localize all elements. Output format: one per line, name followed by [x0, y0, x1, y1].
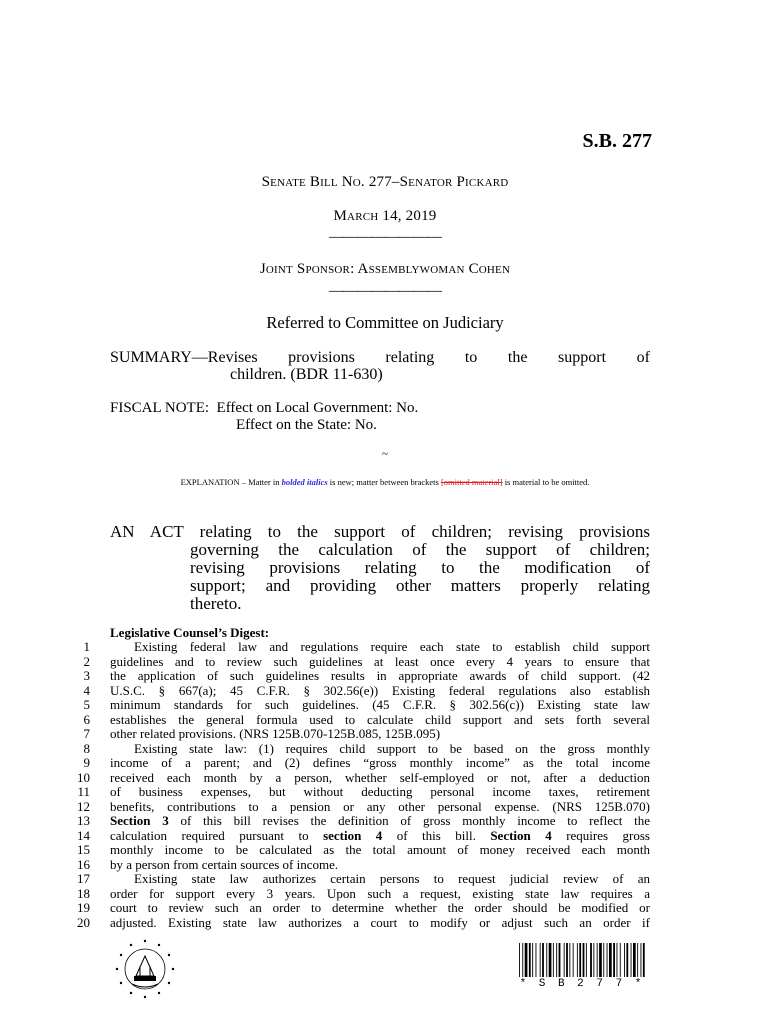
line-number: 9: [83, 755, 90, 770]
line-number: 18: [77, 885, 90, 901]
barcode-text: * S B 2 7 7 *: [519, 978, 645, 990]
line-number: 12: [77, 798, 90, 814]
explanation-part-2: is new; matter between brackets: [327, 477, 441, 487]
divider-rule: ————————: [329, 283, 441, 299]
divider-rule: ————————: [329, 229, 441, 245]
summary-word: the: [507, 349, 528, 366]
digest-line: [83, 711, 650, 728]
digest-line-text: Existing state law authorizes certain persons to request judicial review of an: [134, 872, 650, 886]
joint-sponsor: Joint Sponsor: Assemblywoman Cohen: [259, 261, 511, 277]
explanation-part-1: EXPLANATION – Matter in: [180, 477, 282, 487]
digest-line: [83, 726, 650, 742]
digest-line: [77, 813, 650, 829]
act-line: revising provisions relating to the modification of: [190, 558, 650, 577]
line-number: 17: [77, 871, 90, 886]
fiscal-note-line-2: Effect on the State: No.: [236, 417, 377, 433]
line-number: 3: [83, 668, 90, 683]
bill-title: Senate Bill No. 277–Senator Pickard: [261, 174, 509, 190]
tilde-separator: ~: [382, 448, 388, 460]
line-number: 5: [83, 697, 90, 712]
digest-line-text: Existing federal law and regulations require each state to establish child support: [134, 640, 650, 654]
summary-line-2: children. (BDR 11-630): [230, 366, 383, 383]
digest-line-text: benefits, contributions to a pension or any other personal expense. (NRS 125B.070): [110, 799, 650, 814]
line-number: 10: [77, 769, 90, 785]
act-line: AN ACT relating to the support of children; revising provisions: [110, 522, 650, 541]
summary-word: relating: [385, 349, 435, 366]
digest-body: [77, 639, 650, 930]
digest-line: [83, 668, 650, 684]
bill-date: March 14, 2019: [333, 208, 437, 224]
digest-line-text: adjusted. Existing state law authorizes a court to modify or adjust such an order if: [110, 915, 650, 930]
barcode-icon: [517, 943, 647, 977]
digest-line-text: received each month by a person, whether self-employed or not, after a deduction: [110, 770, 650, 785]
explanation-bold-italic: bolded italics: [281, 477, 328, 487]
digest-line: [77, 871, 650, 887]
line-number: 16: [77, 856, 90, 872]
act-line: support; and providing other matters properly relating: [190, 576, 650, 595]
digest-title: Legislative Counsel’s Digest:: [110, 625, 270, 640]
digest-line-text: establishes the general formula used to calculate child support and sets forth several: [110, 712, 650, 727]
digest-line: [83, 740, 650, 757]
line-number: 19: [77, 900, 90, 915]
digest-line: [83, 682, 650, 699]
line-number: 11: [77, 784, 90, 799]
digest-line-text: monthly income to be calculated as the total amount of money received each month: [110, 843, 650, 857]
digest-line-text: Existing state law: (1) requires child support to be based on the gross monthly: [134, 741, 650, 756]
digest-line-text: minimum standards for such guidelines. (45 C.F.R. § 302.56(c)) Existing state law: [110, 698, 650, 712]
explanation-bracketed: [omitted material]: [440, 477, 503, 487]
digest-line: [77, 842, 650, 858]
line-number: 13: [77, 813, 90, 828]
summary-word: support: [558, 349, 607, 366]
line-number: 20: [77, 914, 90, 930]
summary-word: provisions: [288, 349, 355, 366]
digest-line: [83, 653, 650, 670]
line-number: 2: [83, 653, 90, 669]
line-number: 8: [83, 740, 90, 756]
digest-line-text: income of a parent; and (2) defines “gross monthly income” as the total income: [110, 756, 650, 770]
digest-line-text: guidelines and to review such guidelines at least once every 4 years to ensure that: [110, 654, 650, 669]
explanation-part-3: is material to be omitted.: [502, 477, 590, 487]
digest-line-text: the application of such guidelines results in appropriate awards of child support. (42: [110, 669, 650, 683]
digest-line: [77, 856, 650, 873]
summary-word: SUMMARY—Revises: [110, 349, 258, 366]
line-number: 14: [77, 827, 90, 843]
digest-line-text: order for support every 3 years. Upon such a request, existing state law requires a: [110, 886, 650, 901]
digest-line: [83, 697, 650, 713]
fiscal-note-line-1: FISCAL NOTE: Effect on Local Government: No.: [110, 400, 419, 416]
state-seal-icon: [112, 936, 178, 1002]
digest-line: [77, 784, 650, 800]
act-line: thereto.: [190, 594, 242, 613]
digest-line: [77, 914, 650, 931]
digest-line: [83, 639, 650, 655]
digest-line: [83, 755, 650, 771]
digest-line: [77, 769, 650, 786]
digest-line: [77, 827, 650, 844]
digest-line-text: calculation required pursuant to section 4 of this bill. Section 4 requires gross: [110, 828, 650, 843]
line-number: 4: [83, 682, 90, 698]
line-number: 1: [83, 639, 90, 654]
digest-line: [77, 885, 650, 902]
digest-line-text: of business expenses, but without deducting personal income taxes, retirement: [110, 785, 650, 799]
summary: [110, 349, 650, 383]
line-number: 7: [83, 726, 90, 741]
line-number: 6: [83, 711, 90, 727]
digest-line-text: other related provisions. (NRS 125B.070-125B.085, 125B.095): [110, 727, 441, 741]
digest-line: [77, 798, 650, 815]
act-title: [110, 523, 650, 613]
fiscal-note: [110, 400, 418, 434]
digest-line-text: court to review such an order to determine whether the order should be modified or: [110, 901, 650, 915]
summary-word: of: [636, 349, 650, 366]
explanation: [0, 477, 770, 487]
digest-line-text: Section 3 of this bill revises the definition of gross monthly income to reflect the: [110, 814, 650, 828]
digest-line-text: by a person from certain sources of income.: [110, 857, 339, 872]
act-line: governing the calculation of the support of children;: [190, 540, 650, 559]
line-number: 15: [77, 842, 90, 857]
digest-line-text: U.S.C. § 667(a); 45 C.F.R. § 302.56(e)) Existing federal regulations also establish: [110, 683, 650, 698]
bill-number: S.B. 277: [582, 130, 652, 152]
digest-line: [77, 900, 650, 916]
summary-word: to: [464, 349, 478, 366]
referred-committee: Referred to Committee on Judiciary: [266, 313, 504, 332]
